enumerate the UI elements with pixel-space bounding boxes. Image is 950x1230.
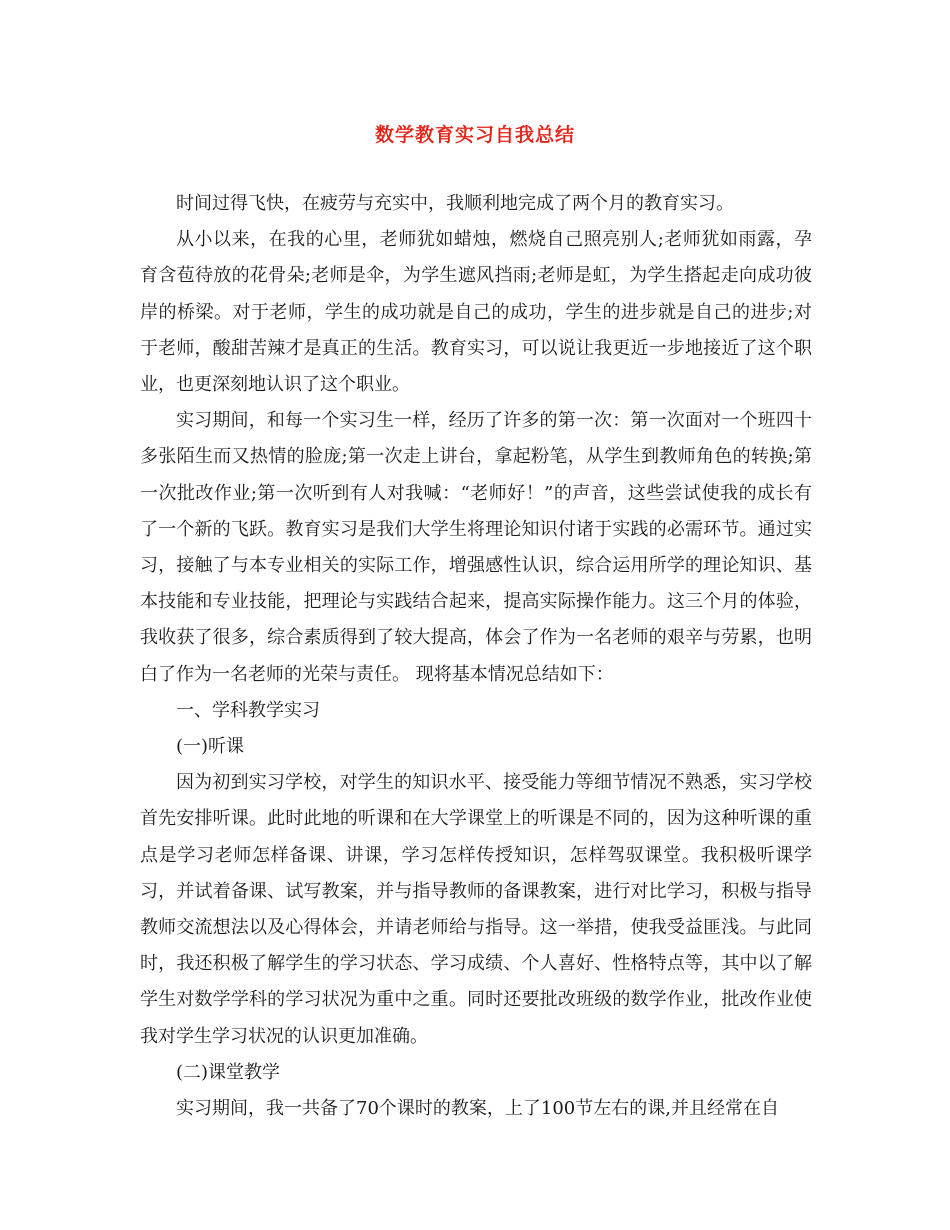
paragraph-teacher-metaphor: 从小以来，在我的心里，老师犹如蜡烛，燃烧自己照亮别人;老师犹如雨露，孕育含苞待放的花骨朵;老师是伞，为学生遮风挡雨;老师是虹，为学生搭起走向成功彼岸的桥梁。对于老师，学生的成功就是自己的成功，学生的进步就是自己的进步;对于老师，酸甜苦辣才是真正的生活。教育实习，可以说让我更近一步地接近了这个职业，也更深刻地认识了这个职业。	[140, 229, 812, 396]
paragraph-intro: 时间过得飞快，在疲劳与充实中，我顺利地完成了两个月的教育实习。	[176, 193, 734, 214]
subsection-heading-observation: (一)听课	[176, 736, 245, 758]
paragraph-observation: 因为初到实习学校，对学生的知识水平、接受能力等细节情况不熟悉，实习学校首先安排听课。此时此地的听课和在大学课堂上的听课是不同的，因为这种听课的重点是学习老师怎样备课、讲课，学习怎样传授知识，怎样驾驭课堂。我积极听课学习，并试着备课、试写教案，并与指导教师的备课教案，进行对比学习，积极与指导教师交流想法以及心得体会，并请老师给与指导。这一举措，使我受益匪浅。与此同时，我还积极了解学生的学习状态、学习成绩、个人喜好、性格特点等，其中以了解学生对数学学科的学习状况为重中之重。同时还要批改班级的数学作业，批改作业使我对学生学习状况的认识更加准确。	[140, 772, 812, 1047]
subsection-heading-classroom-teaching: (二)课堂教学	[176, 1061, 281, 1083]
section-heading-subject-teaching: 一、学科教学实习	[176, 699, 320, 721]
paragraph-internship-firsts: 实习期间，和每一个实习生一样，经历了许多的第一次：第一次面对一个班四十多张陌生而又热情的脸庞;第一次走上讲台，拿起粉笔，从学生到教师角色的转换;第一次批改作业;第一次听到有人对我喊：“老师好！”的声音，这些尝试使我的成长有了一个新的飞跃。教育实习是我们大学生将理论知识付诸于实践的必需环节。通过实习，接触了与本专业相关的实际工作，增强感性认识，综合运用所学的理论知识、基本技能和专业技能，把理论与实践结合起来，提高实际操作能力。这三个月的体验，我收获了很多，综合素质得到了较大提高，体会了作为一名老师的艰辛与劳累，也明白了作为一名老师的光荣与责任。 现将基本情况总结如下：	[140, 410, 812, 685]
paragraph-classroom-teaching: 实习期间，我一共备了70个课时的教案，上了100节左右的课,并且经常在自	[176, 1098, 779, 1120]
document-body	[140, 186, 812, 1127]
document-title: 数学教育实习自我总结	[374, 124, 575, 146]
